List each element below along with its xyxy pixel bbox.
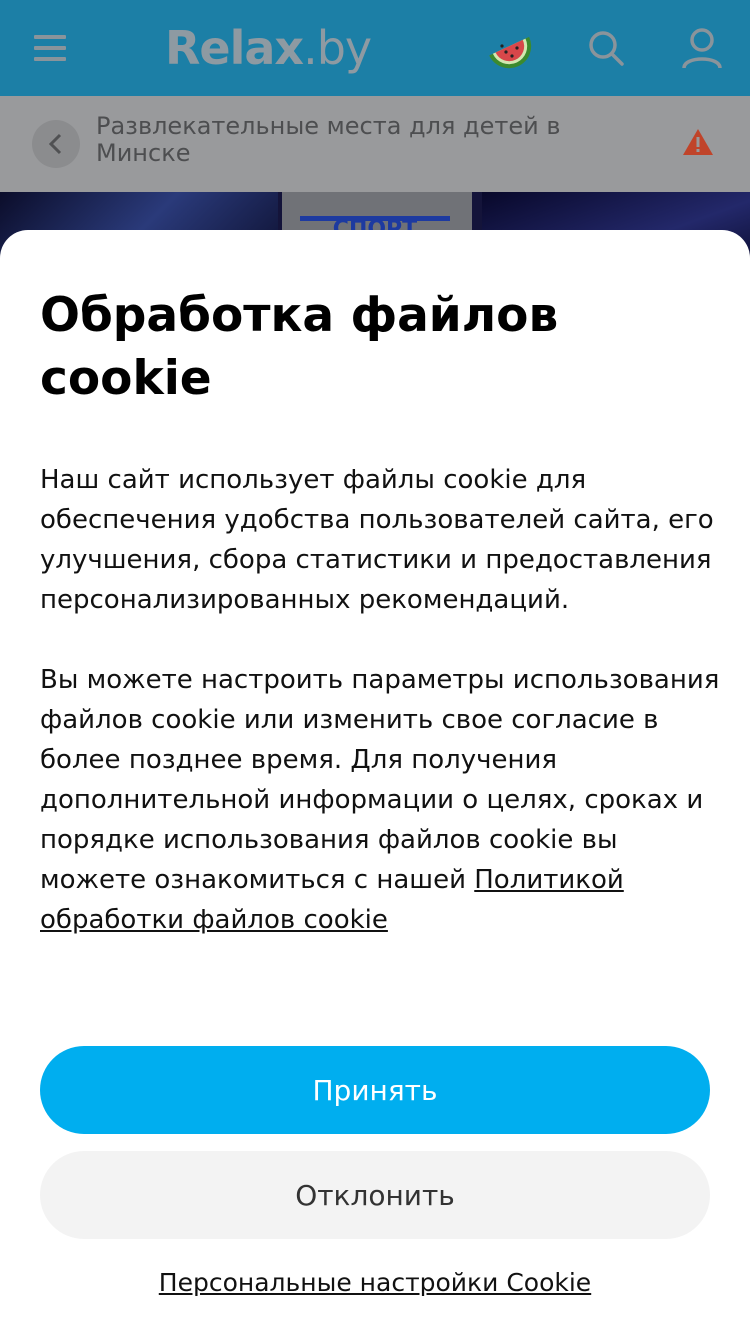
site-logo[interactable] xyxy=(165,18,371,78)
logo-domain-text: .by xyxy=(303,21,372,75)
watermelon-icon[interactable] xyxy=(484,26,536,70)
user-icon[interactable] xyxy=(680,26,724,70)
cookie-policy-link[interactable]: Политикой обработки файлов cookie xyxy=(40,865,624,935)
search-icon[interactable] xyxy=(584,26,628,70)
cookie-dialog-body xyxy=(40,460,720,980)
top-header xyxy=(0,0,750,96)
breadcrumb-bar xyxy=(0,96,750,192)
cookie-paragraph-2 xyxy=(40,660,720,940)
page-title: Развлекательные места для детей в Минске xyxy=(96,112,561,167)
cookie-consent-dialog xyxy=(0,230,750,1334)
back-button[interactable] xyxy=(32,120,80,168)
warning-icon[interactable] xyxy=(682,128,714,156)
cookie-paragraph-1: Наш сайт использует файлы cookie для обеспечения удобства пользователей сайта, его улучшения, сбора статистики и предоставления персонализированных рекомендаций. xyxy=(40,465,714,615)
decline-button[interactable]: Отклонить xyxy=(40,1151,710,1239)
cookie-paragraph-2-text: Вы можете настроить параметры использования файлов cookie или изменить свое согласие в более позднее время. Для получения дополнительной информации о целях, сроках и порядке использования файлов cookie вы можете ознакомиться с нашей xyxy=(40,665,720,895)
logo-main-text: Relax xyxy=(165,21,304,75)
menu-icon[interactable] xyxy=(34,35,66,61)
accept-button[interactable]: Принять xyxy=(40,1046,710,1134)
back-chevron-icon xyxy=(46,132,66,156)
cookie-dialog-title: Обработка файлов cookie xyxy=(40,288,559,406)
cookie-settings-link[interactable]: Персональные настройки Cookie xyxy=(158,1268,592,1297)
